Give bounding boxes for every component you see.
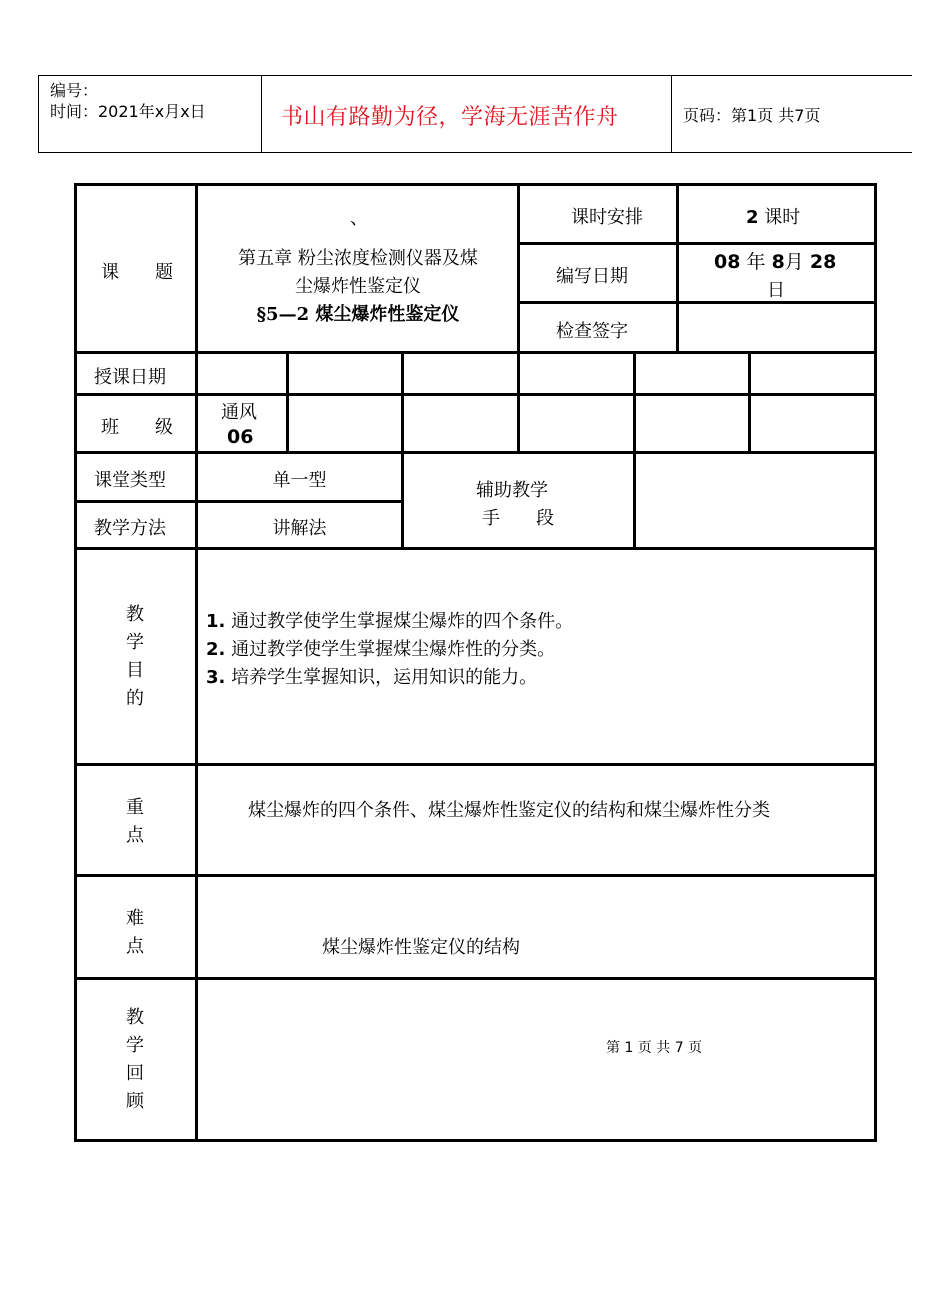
difficult-points-text: 煤尘爆炸性鉴定仪的结构 <box>322 937 520 958</box>
write-date-month: 8 <box>771 251 785 273</box>
objective-text: 培养学生掌握知识，运用知识的能力。 <box>231 667 538 688</box>
header-page-number: 页码：第1页 共7页 <box>683 106 821 125</box>
label-column-divider <box>195 183 198 1142</box>
meta-value-divider <box>676 183 679 353</box>
difficult-points-label <box>123 905 147 961</box>
objective-label-char: 的 <box>126 688 144 709</box>
objective-section-bottom <box>74 763 877 766</box>
class-number: 06 <box>227 426 254 448</box>
key-points-label-char: 点 <box>126 825 144 846</box>
objective-text: 通过教学使学生掌握煤尘爆炸的四个条件。 <box>231 611 574 632</box>
topic-section-bottom <box>74 351 877 354</box>
date-col-divider-5 <box>748 351 751 453</box>
teaching-method-value: 讲解法 <box>272 518 327 539</box>
key-points-label-char: 重 <box>126 797 144 818</box>
date-col-divider-2 <box>401 351 404 549</box>
header-motto: 书山有路勤为径，学海无涯苦作舟 <box>281 105 619 130</box>
lesson-date-label: 授课日期 <box>94 367 166 388</box>
difficult-section-bottom <box>74 977 877 980</box>
objective-item <box>206 663 537 689</box>
write-date-day: 28 <box>809 251 837 273</box>
objective-item <box>206 607 573 633</box>
write-date-day-unit: 日 <box>767 280 785 301</box>
review-label <box>123 1004 147 1116</box>
hours-row-bottom <box>517 242 877 245</box>
write-date-month-unit: 月 <box>784 251 804 273</box>
objective-number: 3. <box>206 667 226 688</box>
table-border-left <box>74 183 77 1142</box>
difficult-points-label-char: 点 <box>126 936 144 957</box>
objective-label <box>123 601 147 713</box>
class-type-value: 单一型 <box>272 470 327 491</box>
table-border-right <box>874 183 877 1142</box>
key-points-label <box>123 794 147 850</box>
objective-label-char: 目 <box>126 660 144 681</box>
teaching-aids-label-1: 辅助教学 <box>476 480 548 501</box>
hours-label: 课时安排 <box>571 207 643 228</box>
key-section-bottom <box>74 874 877 877</box>
write-date-label: 编写日期 <box>556 266 628 287</box>
review-label-char: 学 <box>126 1035 144 1056</box>
hours-value <box>746 203 800 229</box>
objective-text: 通过教学使学生掌握煤尘爆炸性的分类。 <box>231 639 556 660</box>
topic-title-line1: 第五章 粉尘浓度检测仪器及煤 <box>238 248 478 269</box>
class-name: 通风 <box>221 402 257 423</box>
objective-number: 1. <box>206 611 226 632</box>
write-date-year-unit: 年 <box>746 251 766 273</box>
topic-right-divider <box>517 183 520 353</box>
hours-number: 2 <box>746 207 759 228</box>
date-col-divider-1 <box>286 351 289 453</box>
date-row-bottom <box>517 301 877 304</box>
lesson-date-row-bottom <box>74 393 877 396</box>
type-row-bottom <box>74 500 404 503</box>
topic-mark: 、 <box>350 208 368 229</box>
document-number-label: 编号： <box>50 81 99 100</box>
date-col-divider-4 <box>633 351 636 549</box>
write-date-value <box>714 247 836 274</box>
hours-unit: 课时 <box>764 207 801 228</box>
date-col-divider-3 <box>517 351 520 453</box>
objective-number: 2. <box>206 639 226 660</box>
review-label-char: 教 <box>126 1007 144 1028</box>
difficult-points-label-char: 难 <box>126 908 144 929</box>
review-label-char: 回 <box>126 1063 144 1084</box>
teaching-aids-label-2: 手 段 <box>482 508 554 529</box>
review-label-char: 顾 <box>126 1091 144 1112</box>
check-signature-label: 检查签字 <box>556 321 628 342</box>
class-row-bottom <box>74 451 877 454</box>
objective-label-char: 教 <box>126 604 144 625</box>
class-type-label: 课堂类型 <box>94 470 166 491</box>
objective-item <box>206 635 555 661</box>
method-row-bottom <box>74 547 877 550</box>
topic-title-line2: 尘爆炸性鉴定仪 <box>295 276 421 297</box>
topic-section-title-text: §5—2 煤尘爆炸性鉴定仪 <box>256 304 460 325</box>
teaching-method-label: 教学方法 <box>94 518 166 539</box>
document-time-label: 时间：2021年x月x日 <box>50 102 206 121</box>
objective-label-char: 学 <box>126 632 144 653</box>
topic-label: 课 题 <box>101 262 173 283</box>
key-points-text: 煤尘爆炸的四个条件、煤尘爆炸性鉴定仪的结构和煤尘爆炸性分类 <box>248 800 770 821</box>
footer-page-number: 第 1 页 共 7 页 <box>606 1040 703 1056</box>
class-label: 班 级 <box>101 417 173 438</box>
write-date-year: 08 <box>714 251 741 273</box>
topic-section-title <box>200 300 516 326</box>
